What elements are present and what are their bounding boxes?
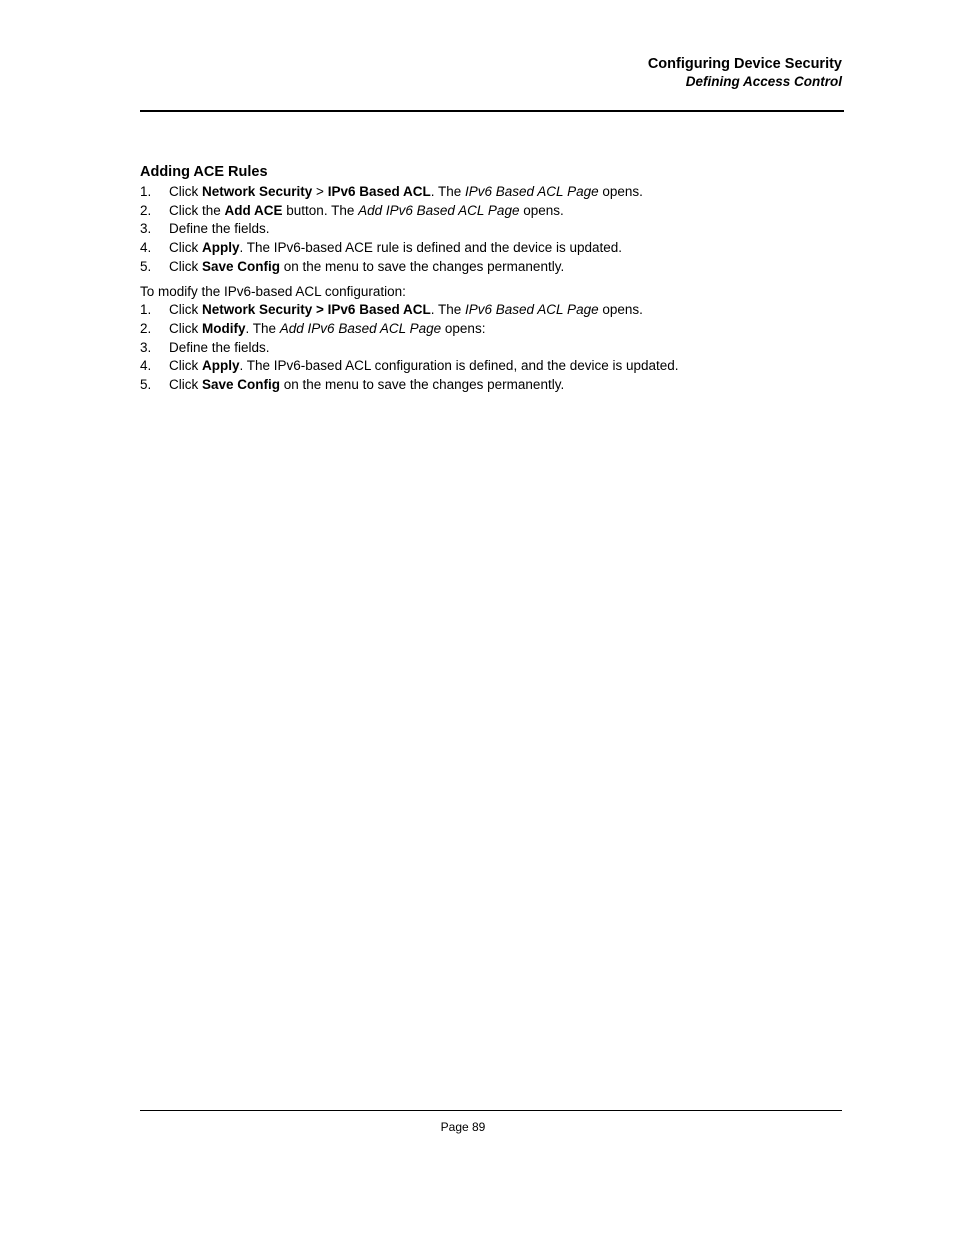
step-text: Click	[169, 320, 202, 336]
step-text: Click	[169, 302, 202, 318]
step-text: Click	[169, 358, 202, 374]
page-reference: Add IPv6 Based ACL Page	[358, 202, 520, 218]
step-text: on the menu to save the changes permanently.	[280, 258, 565, 274]
step-number: 4.	[140, 358, 152, 374]
chapter-title: Configuring Device Security	[647, 56, 842, 72]
page-header	[648, 55, 842, 90]
step-number: 5.	[140, 258, 152, 274]
step-number: 5.	[140, 377, 152, 393]
step-text: opens.	[598, 302, 643, 318]
page-reference: IPv6 Based ACL Page	[465, 302, 599, 318]
ui-term: Modify	[202, 320, 246, 336]
main-content	[140, 163, 840, 395]
header-divider	[140, 110, 844, 112]
step-text: opens:	[441, 320, 486, 336]
step-number: 4.	[140, 240, 152, 256]
step-number: 1.	[140, 184, 152, 199]
step-text: Click the	[169, 202, 225, 218]
list-item	[140, 301, 840, 320]
list-item	[140, 258, 840, 277]
step-number: 1.	[140, 302, 152, 318]
step-text: on the menu to save the changes permanently.	[280, 377, 565, 393]
step-text: . The	[245, 320, 280, 336]
list-item	[140, 202, 840, 221]
list-item	[140, 183, 840, 202]
step-text: opens.	[519, 202, 564, 218]
page-reference: IPv6 Based ACL Page	[465, 184, 599, 199]
step-number: 3.	[140, 221, 152, 237]
step-text: . The IPv6-based ACE rule is defined and the device is updated.	[239, 240, 623, 256]
ui-term: Network Security > IPv6 Based ACL	[202, 302, 431, 318]
ui-term: Apply	[202, 240, 240, 256]
step-number: 2.	[140, 320, 152, 336]
page-number: Page 89	[440, 1120, 486, 1134]
section-subtitle: Defining Access Control	[685, 74, 842, 89]
step-text: Define the fields.	[169, 221, 270, 237]
ui-term: IPv6 Based ACL	[327, 184, 431, 199]
add-ace-steps-list	[140, 183, 840, 277]
step-text: button. The	[282, 202, 359, 218]
step-text: Click	[169, 258, 202, 274]
step-text: . The	[430, 184, 466, 199]
list-item	[140, 339, 840, 358]
footer-divider	[140, 1110, 842, 1111]
step-text: opens.	[598, 184, 643, 199]
ui-term: Save Config	[202, 258, 281, 274]
step-text: Click	[169, 184, 202, 199]
step-text: . The IPv6-based ACL configuration is defined, and the device is updated.	[239, 358, 679, 374]
step-text: Click	[169, 240, 202, 256]
step-number: 3.	[140, 339, 152, 355]
ui-term: Add ACE	[224, 202, 283, 218]
list-item	[140, 357, 840, 376]
list-item	[140, 376, 840, 395]
step-number: 2.	[140, 202, 152, 218]
list-item	[140, 320, 840, 339]
modify-intro: To modify the IPv6-based ACL configuration:	[140, 283, 406, 299]
section-heading: Adding ACE Rules	[140, 164, 268, 180]
step-text: >	[312, 184, 328, 199]
step-text: Define the fields.	[169, 339, 270, 355]
list-item	[140, 239, 840, 258]
step-text: . The	[430, 302, 465, 318]
ui-term: Network Security	[202, 184, 313, 199]
list-item	[140, 220, 840, 239]
ui-term: Save Config	[202, 377, 281, 393]
step-text: Click	[169, 377, 202, 393]
page-reference: Add IPv6 Based ACL Page	[279, 320, 442, 336]
modify-acl-steps-list	[140, 301, 840, 395]
ui-term: Apply	[202, 358, 240, 374]
